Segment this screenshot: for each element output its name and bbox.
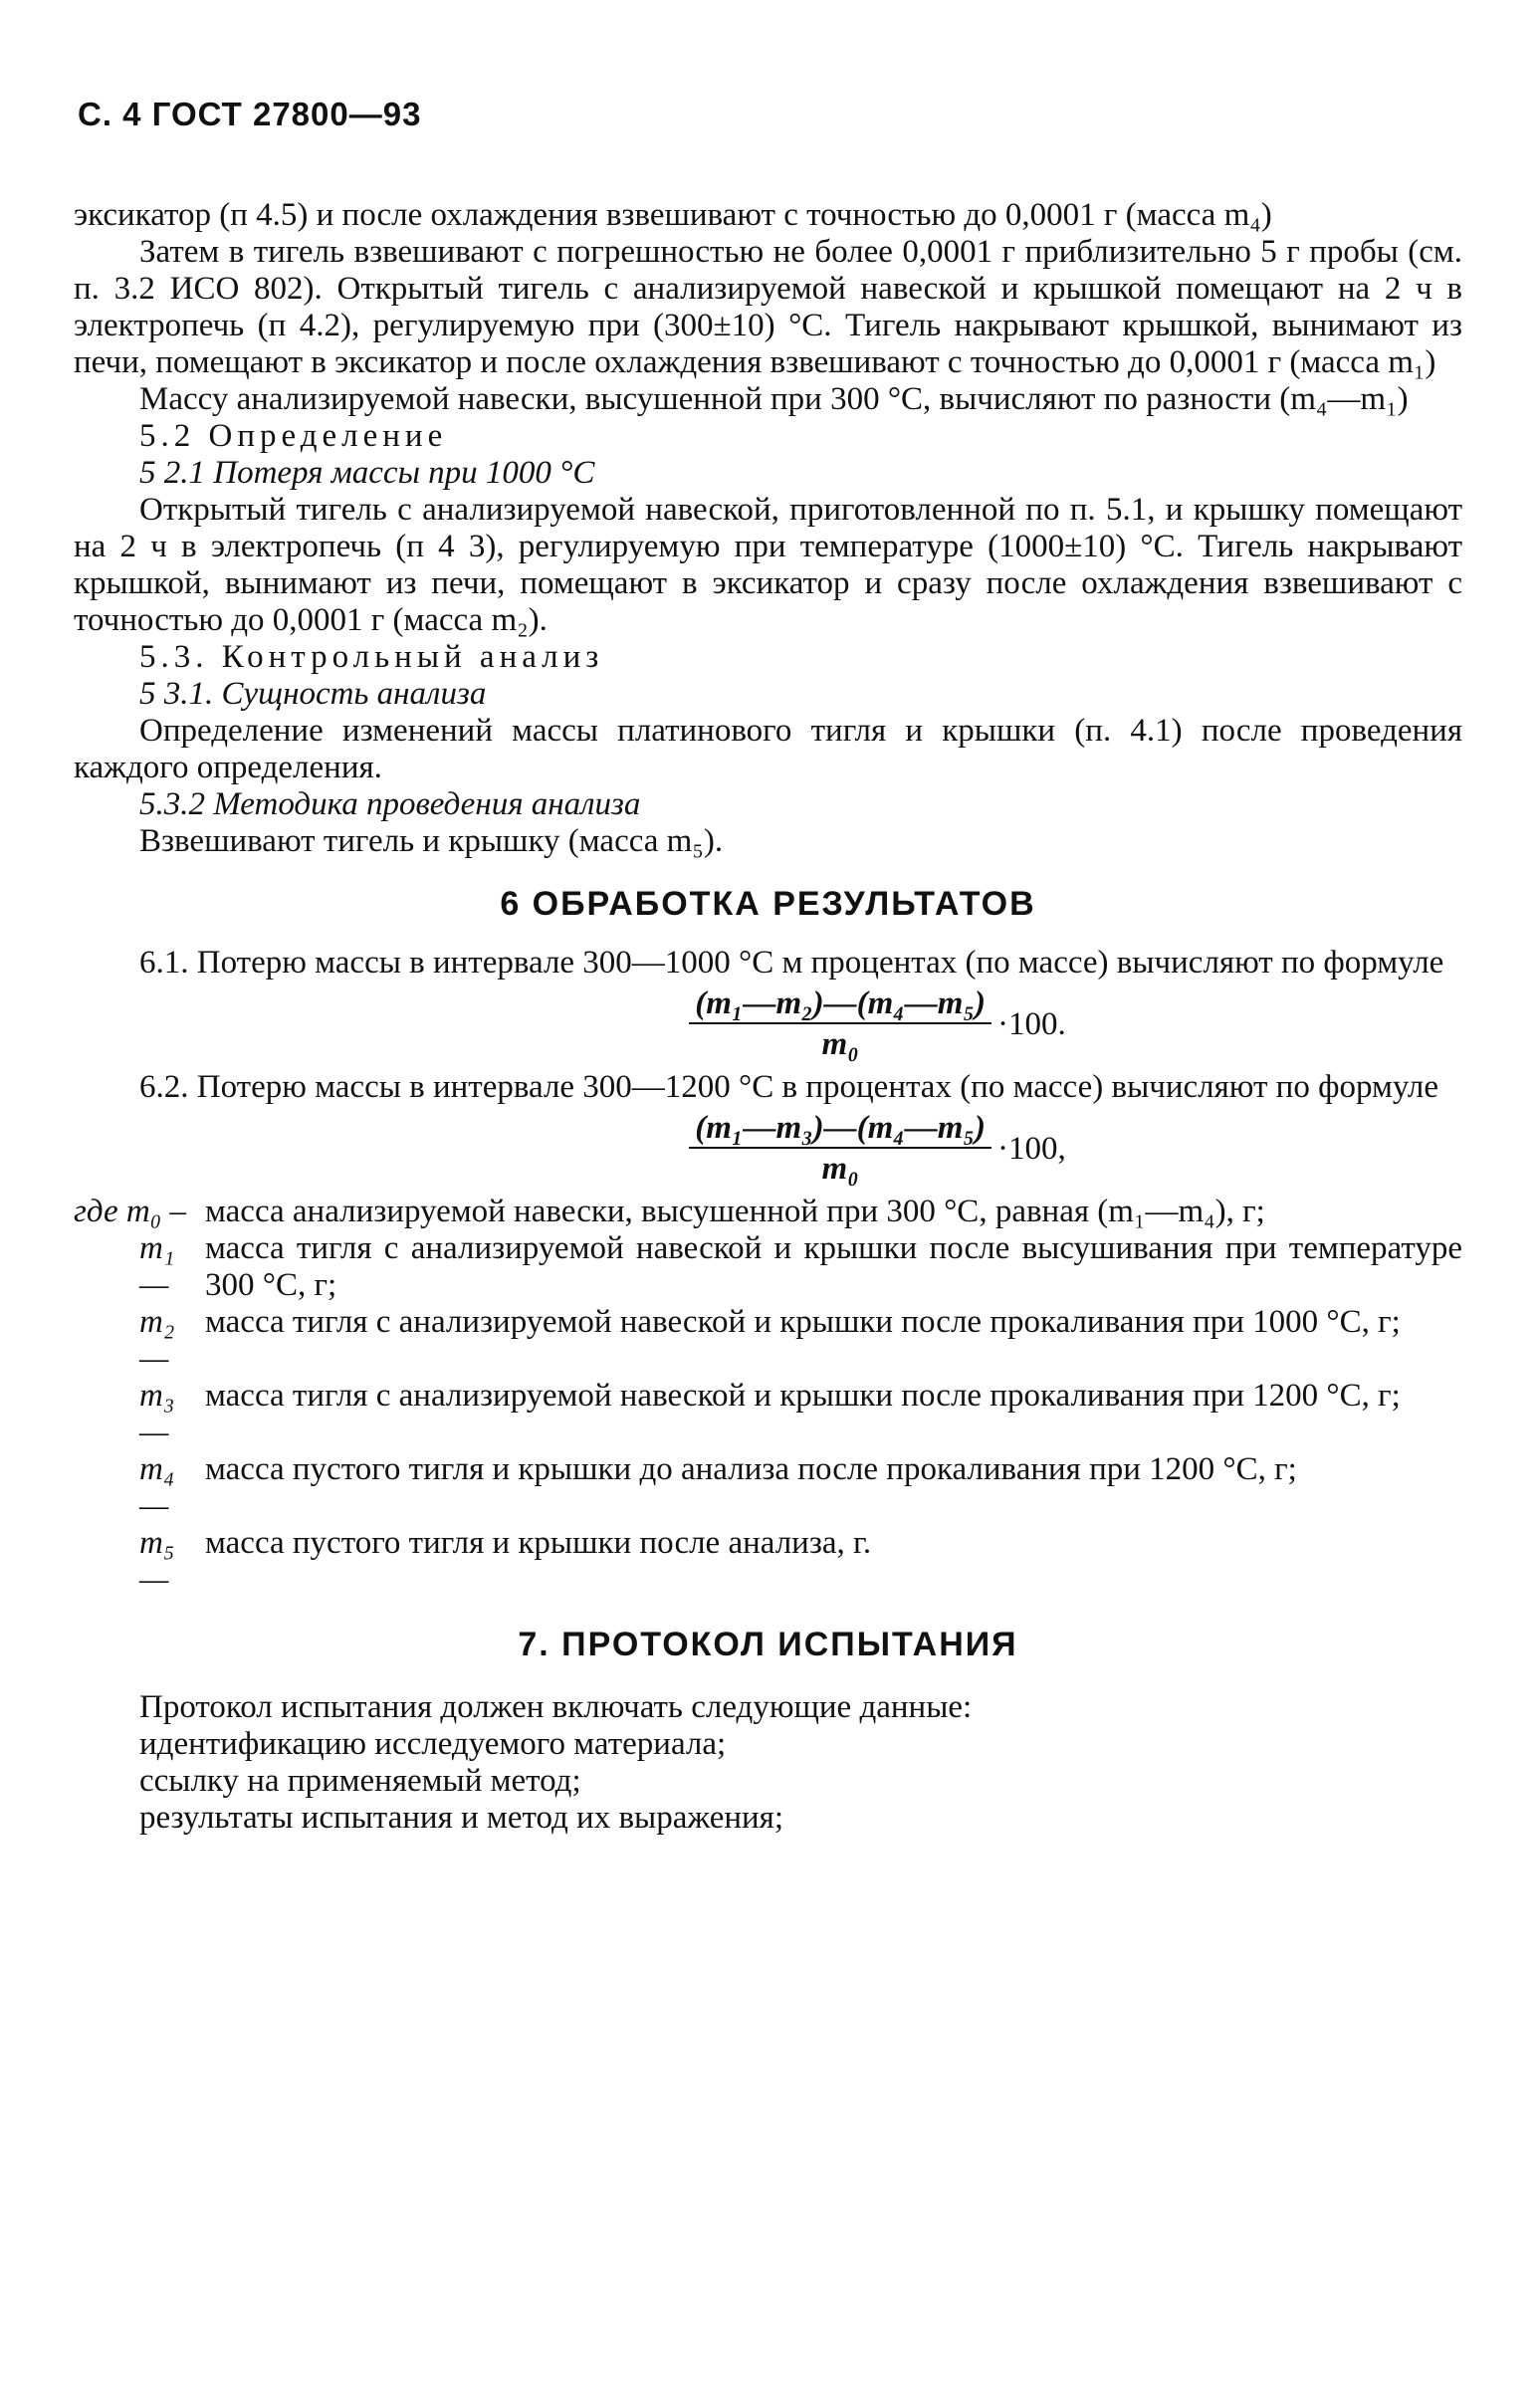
- subsection-heading: 5.3. Контрольный анализ: [139, 639, 604, 675]
- definition-term: m₄ —: [139, 1451, 175, 1524]
- definition-row: [74, 1451, 1462, 1525]
- document-body: [74, 197, 1462, 1837]
- formula-denominator: m₀: [821, 1151, 859, 1187]
- definition-term: m₂ —: [139, 1304, 175, 1377]
- subsection-heading: 5.2 Определение: [139, 418, 448, 454]
- definition-term: m₅ —: [139, 1525, 175, 1598]
- paragraph: Взвешивают тигель и крышку (масса m₅).: [139, 823, 724, 859]
- definition-row: [74, 1304, 1462, 1378]
- formula-tail: ·100,: [996, 1130, 1066, 1167]
- list-item: Протокол испытания должен включать следующие данные:: [139, 1689, 973, 1725]
- paragraph: Открытый тигель с анализируемой навеской, приготовленной по п. 5.1, и крышку помещают на 2 ч в электропечь (п 4 3), регулируемую при температуре (1000±10) °С. Тигель накрывают крышкой, вынимают из печи, помещают в эксикатор и сразу после охлаждения взвешивают с точностью до 0,0001 г (масса m₂).: [74, 492, 1462, 638]
- list-item: идентификацию исследуемого материала;: [139, 1726, 727, 1762]
- variable-definitions: [74, 1194, 1462, 1599]
- paragraph: Затем в тигель взвешивают с погрешностью не более 0,0001 г приблизительно 5 г пробы (см. п. 3.2 ИСО 802). Открытый тигель с анализируемой навеской и крышкой помещают на 2 ч в электропечь (п 4.2), регулируемую при (300±10) °С. Тигель накрывают крышкой, вынимают из печи, помещают в эксикатор и после охлаждения взвешивают с точностью до 0,0001 г (масса m₁): [74, 234, 1462, 380]
- definition-text: масса пустого тигля и крышки до анализа после прокаливания при 1200 °С, г;: [205, 1451, 1297, 1487]
- formula-1: [293, 985, 1462, 1063]
- paragraph: 6.1. Потерю массы в интервале 300—1000 °С м процентах (по массе) вычисляют по формуле: [139, 945, 1444, 981]
- page-header: С. 4 ГОСТ 27800—93: [78, 96, 422, 132]
- definition-row: [74, 1525, 1462, 1599]
- protocol-list: [74, 1689, 1462, 1837]
- definition-row: [74, 1194, 1462, 1230]
- formula-2: [293, 1110, 1462, 1188]
- definition-text: масса тигля с анализируемой навеской и крышки после прокаливания при 1200 °С, г;: [205, 1378, 1401, 1414]
- paragraph: 6.2. Потерю массы в интервале 300—1200 °С в процентах (по массе) вычисляют по формуле: [139, 1069, 1439, 1105]
- paragraph: Массу анализируемой навески, высушенной при 300 °С, вычисляют по разности (m₄—m₁): [139, 381, 1409, 417]
- definition-row: [74, 1378, 1462, 1451]
- formula-tail: ·100.: [996, 1005, 1066, 1042]
- definition-text: масса анализируемой навески, высушенной при 300 °С, равная (m₁—m₄), г;: [205, 1194, 1265, 1229]
- subsection-heading: 5.3.2 Методика проведения анализа: [139, 786, 641, 822]
- definition-term: m₁ —: [139, 1230, 175, 1303]
- list-item: результаты испытания и метод их выражения;: [139, 1800, 784, 1836]
- subsection-heading: 5 2.1 Потеря массы при 1000 °С: [139, 455, 595, 491]
- definition-text: масса пустого тигля и крышки после анализа, г.: [205, 1525, 872, 1561]
- section-heading: 7. ПРОТОКОЛ ИСПЫТАНИЯ: [518, 1626, 1018, 1663]
- definition-text: масса тигля с анализируемой навеской и крышки после высушивания при температуре 300 °С, г;: [205, 1230, 1462, 1303]
- paragraph: Определение изменений массы платинового тигля и крышки (п. 4.1) после проведения каждого определения.: [74, 713, 1462, 785]
- definition-term: где m₀ –: [74, 1194, 186, 1229]
- definition-term: m₃ —: [139, 1378, 175, 1450]
- definition-text: масса тигля с анализируемой навеской и крышки после прокаливания при 1000 °С, г;: [205, 1304, 1401, 1340]
- definition-row: [74, 1230, 1462, 1304]
- list-item: ссылку на применяемый метод;: [139, 1763, 581, 1799]
- formula-numerator: (m₁—m₂)—(m₄—m₅): [689, 985, 991, 1024]
- formula-denominator: m₀: [821, 1026, 859, 1062]
- section-heading: 6 ОБРАБОТКА РЕЗУЛЬТАТОВ: [500, 885, 1036, 923]
- formula-numerator: (m₁—m₃)—(m₄—m₅): [689, 1110, 991, 1149]
- subsection-heading: 5 3.1. Сущность анализа: [139, 676, 487, 712]
- paragraph: эксикатор (п 4.5) и после охлаждения взвешивают с точностью до 0,0001 г (масса m₄): [74, 197, 1272, 233]
